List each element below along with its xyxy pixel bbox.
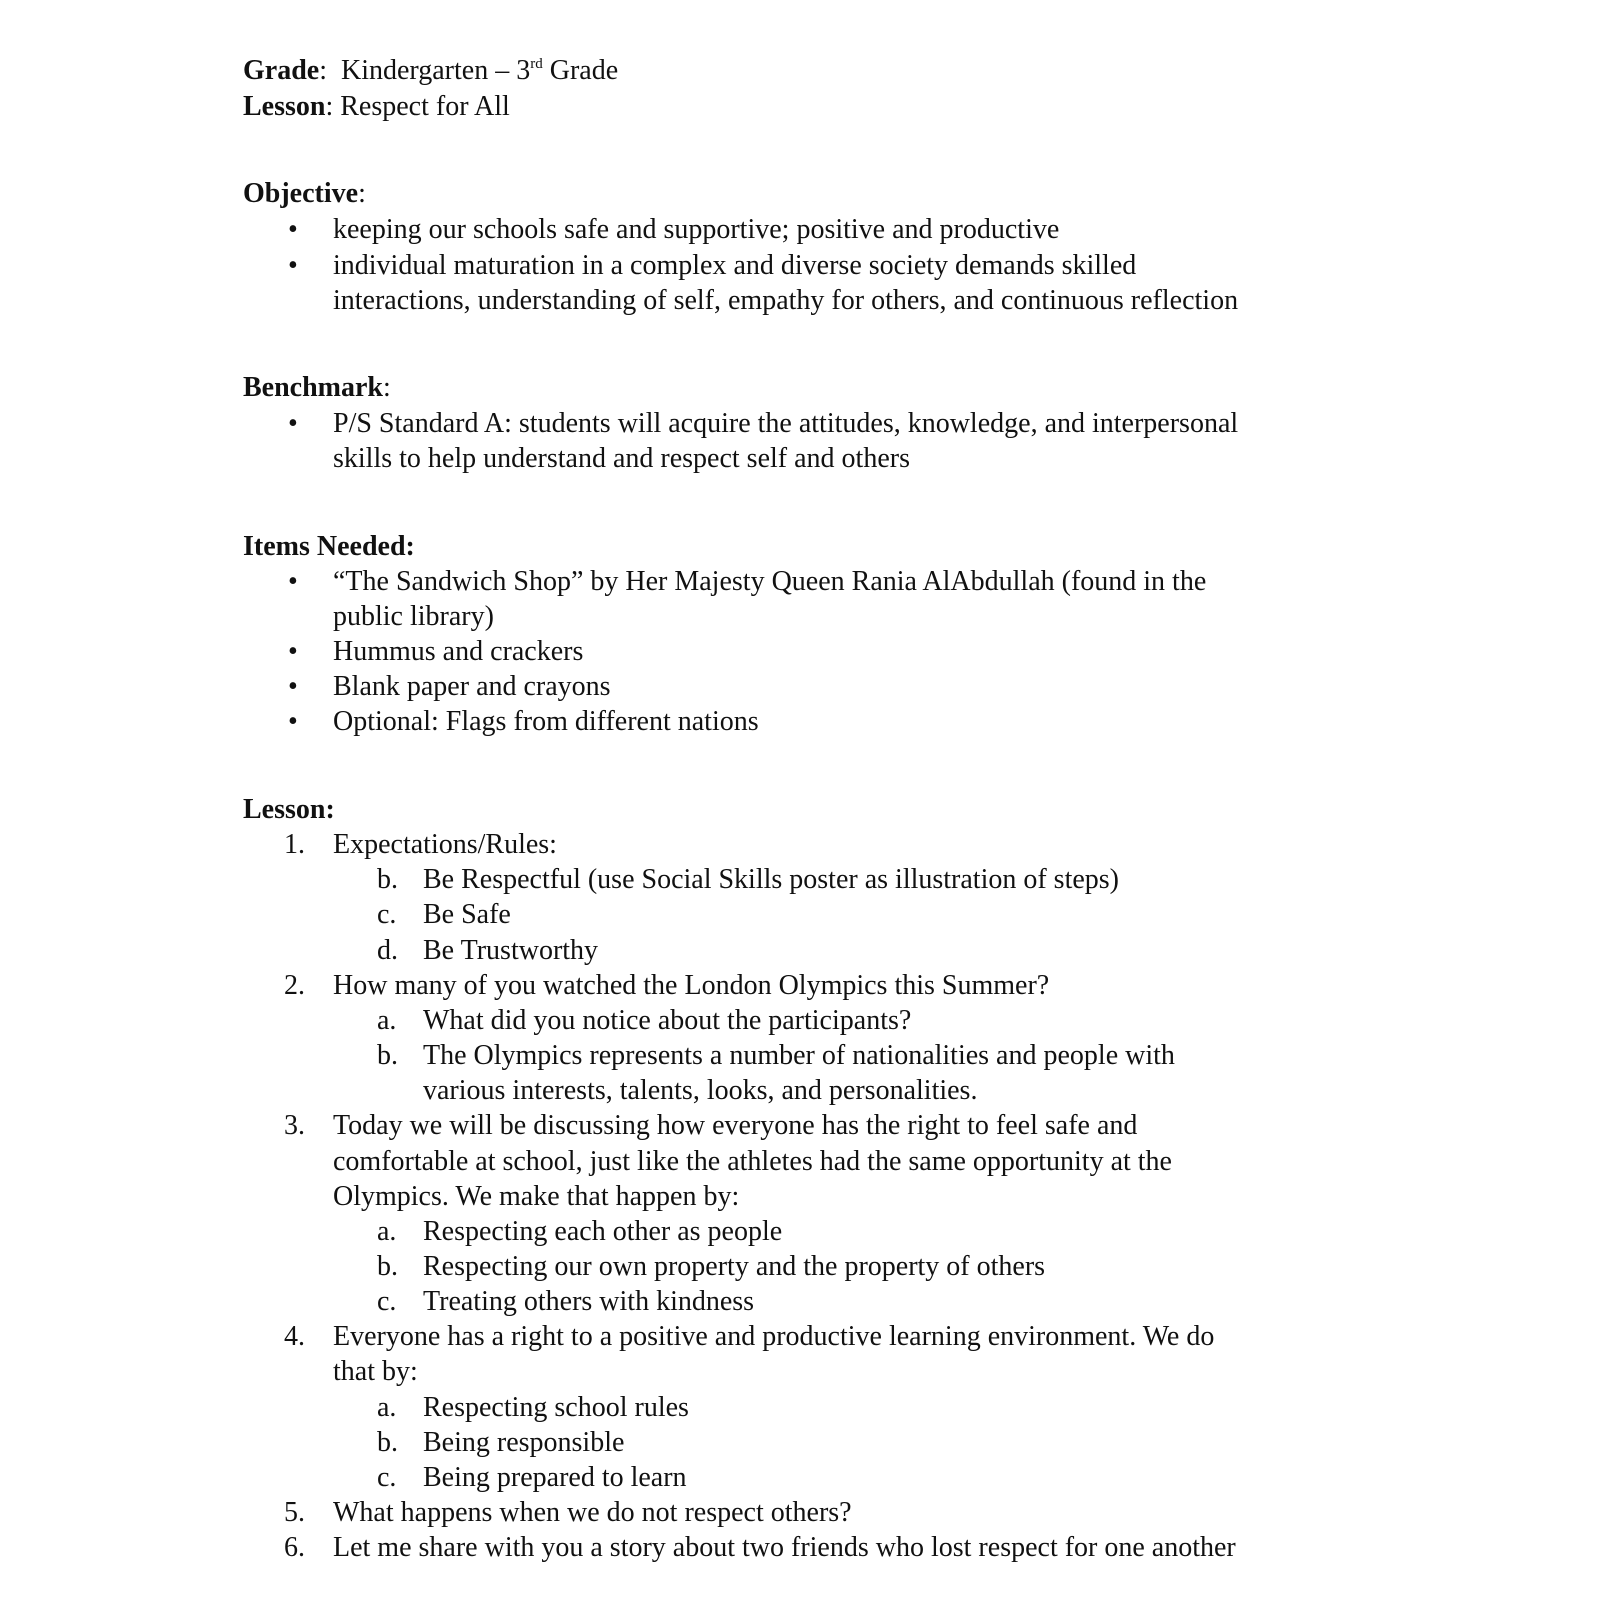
bullet-icon: • (288, 706, 298, 737)
grade-value-pre: Kindergarten – 3 (341, 55, 531, 86)
list-item: • Optional: Flags from different nations (0, 704, 1600, 740)
lesson-substep: b. Respecting our own property and the property of others (377, 1251, 1046, 1282)
list-item: • keeping our schools safe and supportive; positive and productive (0, 212, 1600, 248)
lesson-substep: a. Respecting each other as people (377, 1216, 783, 1247)
lesson-substep: b. Be Respectful (use Social Skills poster as illustration of steps) (377, 864, 1120, 895)
lesson-substep: d. Be Trustworthy (377, 935, 599, 966)
items-needed-heading: Items Needed: (243, 531, 415, 562)
grade-line: Grade: Kindergarten – 3rd Grade (243, 55, 619, 86)
lesson-substep-continuation: various interests, talents, looks, and personalities. (423, 1075, 978, 1106)
grade-value-post: Grade (542, 55, 619, 86)
list-item-continuation: skills to help understand and respect self and others (333, 443, 910, 474)
bullet-icon: • (288, 250, 298, 281)
lesson-label: Lesson (243, 91, 326, 122)
list-item: • Hummus and crackers (0, 634, 1600, 670)
lesson-substep: a. Respecting school rules (377, 1392, 689, 1423)
list-item-continuation: public library) (333, 601, 494, 632)
list-item-continuation: interactions, understanding of self, empathy for others, and continuous reflection (333, 285, 1239, 316)
lesson-step-continuation: Olympics. We make that happen by: (333, 1181, 740, 1212)
bullet-icon: • (288, 636, 298, 667)
lesson-step: 3. Today we will be discussing how everyone has the right to feel safe and (284, 1110, 1138, 1141)
list-item: • P/S Standard A: students will acquire the attitudes, knowledge, and interpersonal (0, 406, 1600, 442)
lesson-step: 6. Let me share with you a story about two friends who lost respect for one another (284, 1532, 1236, 1563)
list-item: • Blank paper and crayons (0, 669, 1600, 705)
objective-heading: Objective: (243, 178, 366, 209)
list-item: • “The Sandwich Shop” by Her Majesty Queen Rania AlAbdullah (found in the (0, 564, 1600, 600)
lesson-step: 4. Everyone has a right to a positive and productive learning environment. We do (284, 1321, 1215, 1352)
lesson-step: 5. What happens when we do not respect others? (284, 1497, 852, 1528)
lesson-substep: b. The Olympics represents a number of nationalities and people with (377, 1040, 1175, 1071)
lesson-step-continuation: that by: (333, 1356, 418, 1387)
lesson-line: Lesson: Respect for All (243, 91, 510, 122)
bullet-icon: • (288, 408, 298, 439)
lesson-substep: a. What did you notice about the participants? (377, 1005, 912, 1036)
lesson-substep: c. Being prepared to learn (377, 1462, 687, 1493)
lesson-step: 1. Expectations/Rules: (284, 829, 557, 860)
list-item: • individual maturation in a complex and diverse society demands skilled (0, 248, 1600, 284)
grade-label: Grade (243, 55, 320, 86)
lesson-step-continuation: comfortable at school, just like the athletes had the same opportunity at the (333, 1146, 1172, 1177)
lesson-step: 2. How many of you watched the London Olympics this Summer? (284, 970, 1050, 1001)
lesson-heading: Lesson: (243, 794, 335, 825)
lesson-substep: b. Being responsible (377, 1427, 625, 1458)
lesson-substep: c. Be Safe (377, 899, 511, 930)
grade-ordinal: rd (530, 56, 543, 72)
lesson-value: Respect for All (340, 91, 510, 122)
bullet-icon: • (288, 566, 298, 597)
benchmark-heading: Benchmark: (243, 372, 391, 403)
bullet-icon: • (288, 214, 298, 245)
bullet-icon: • (288, 671, 298, 702)
lesson-substep: c. Treating others with kindness (377, 1286, 755, 1317)
